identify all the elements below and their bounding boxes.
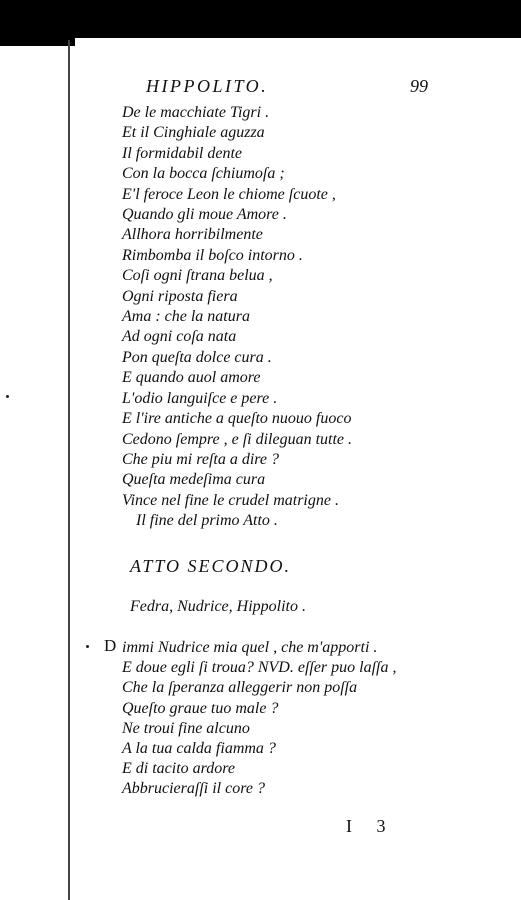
margin-speck — [6, 395, 9, 398]
verse-line: Queſta medeſima cura — [122, 471, 266, 489]
speech-block — [122, 638, 397, 800]
speech-line: Abbrucieraſſi il core ? — [122, 780, 265, 798]
verse-line: Ama : che la natura — [122, 308, 250, 326]
verse-line: Ogni riposta fiera — [122, 287, 238, 305]
speech-line: immi Nudrice mia quel , che m'apporti . — [122, 639, 378, 656]
verse-line: Coſi ogni ſtrana belua , — [122, 267, 273, 285]
verse-line: Ad ogni coſa nata — [122, 328, 237, 346]
verse-line: E quando auol amore — [122, 369, 261, 387]
signature-mark: I 3 — [346, 816, 396, 836]
speech-line: E di tacito ardore — [122, 760, 236, 778]
verse-line: Allhora horribilmente — [122, 226, 263, 244]
act-end-line: Il fine del primo Atto . — [136, 512, 278, 530]
verse-line: Che piu mi reſta a dire ? — [122, 450, 280, 468]
page-gutter-line — [68, 40, 70, 900]
verse-line: Quando gli moue Amore . — [122, 206, 287, 224]
verse-line: E'l feroce Leon le chiome ſcuote , — [122, 185, 336, 203]
verse-line: De le macchiate Tigri . — [122, 104, 270, 121]
verse-block — [122, 103, 352, 532]
speech-line: Ne troui fine alcuno — [122, 719, 250, 737]
scan-top-border — [0, 0, 521, 38]
drop-cap: D — [104, 636, 117, 655]
verse-line: E l'ire antiche a queſto nuouo fuoco — [122, 410, 352, 428]
act-title: ATTO SECONDO. — [130, 556, 292, 576]
speech-line: E doue egli ſi troua? NVD. eſſer puo laſſa , — [122, 659, 397, 677]
speech-line: Che la ſperanza alleggerir non poſſa — [122, 679, 358, 697]
verse-line: Pon queſta dolce cura . — [122, 348, 272, 366]
verse-line: L'odio languiſce e pere . — [122, 389, 278, 407]
margin-speck — [86, 645, 89, 648]
verse-line: Rimbomba il boſco intorno . — [122, 246, 303, 264]
verse-line: Il formidabil dente — [122, 144, 242, 162]
verse-line: Vince nel fine le crudel matrigne . — [122, 491, 339, 509]
running-head: HIPPOLITO. — [146, 76, 269, 96]
cast-list: Fedra, Nudrice, Hippolito . — [130, 598, 306, 615]
scan-border-notch — [0, 38, 75, 46]
verse-line: Con la bocca ſchiumoſa ; — [122, 165, 285, 183]
speech-line: Queſto graue tuo male ? — [122, 699, 279, 717]
verse-line: Cedono ſempre , e ſi dileguan tutte . — [122, 430, 353, 448]
speech-line: A la tua calda fiamma ? — [122, 740, 276, 758]
page-number: 99 — [410, 76, 428, 96]
verse-line: Et il Cinghiale aguzza — [122, 124, 265, 142]
